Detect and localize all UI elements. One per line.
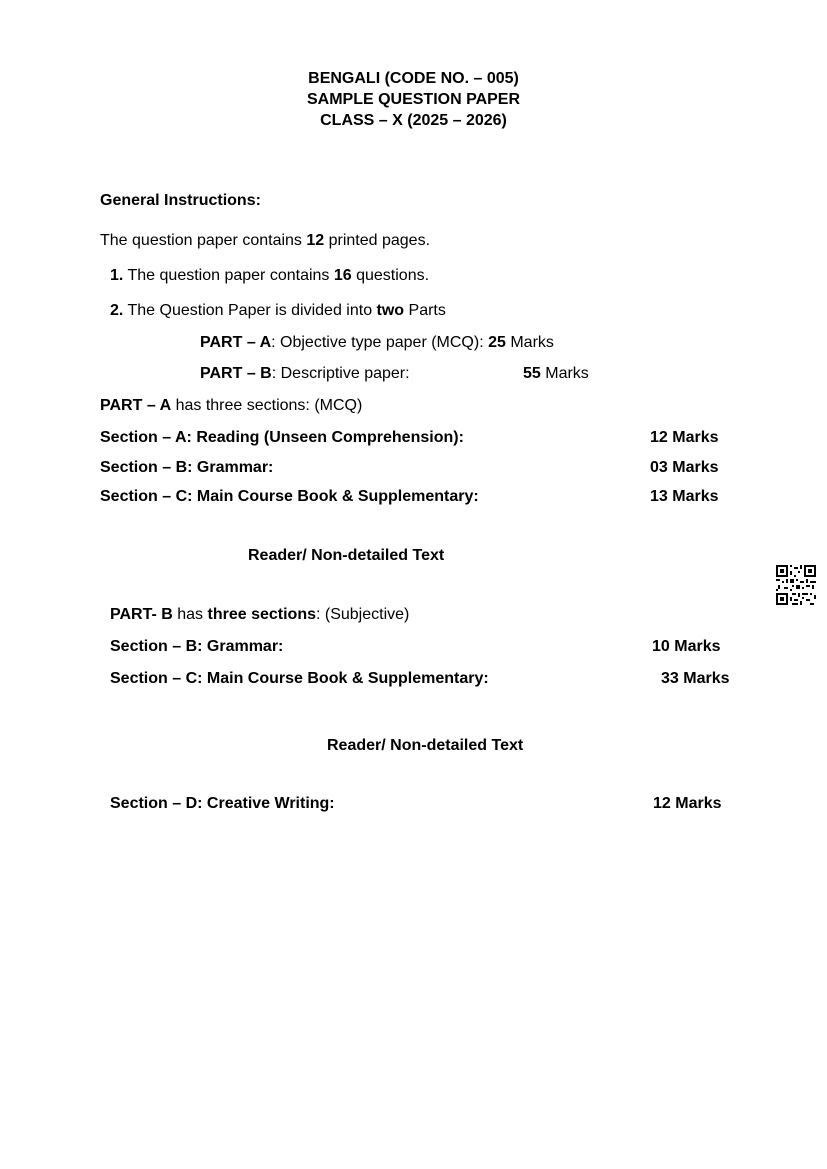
item-text-pre: The question paper contains (123, 267, 334, 284)
part-a-summary (200, 333, 554, 353)
part-b-desc: : Descriptive paper: (271, 365, 410, 382)
part-b-marks-num: 55 (523, 365, 541, 382)
part-a-intro-label: PART – A (100, 397, 172, 414)
part-a-marks-num: 25 (488, 334, 506, 351)
part-a-section-b-marks: 03 Marks (650, 459, 719, 476)
part-b-marks-word: Marks (540, 365, 589, 382)
part-a-section-b-label: Section – B: Grammar: (100, 459, 274, 476)
title-paper: SAMPLE QUESTION PAPER (306, 91, 521, 108)
pages-count: 12 (306, 232, 325, 249)
part-b-intro-label: PART- B (110, 606, 173, 623)
part-a-intro-text: has three sections: (MCQ) (171, 397, 363, 414)
item-text-post: questions. (351, 267, 430, 284)
part-a-label: PART – A (200, 334, 272, 351)
part-b-reader-text: Reader/ Non-detailed Text (327, 737, 524, 754)
item-number: 2. (110, 302, 124, 319)
part-b-intro-text: : (Subjective) (315, 606, 410, 623)
title-class: CLASS – X (2025 – 2026) (320, 112, 507, 129)
part-b-section-b-marks: 10 Marks (652, 638, 721, 655)
qr-code-icon (776, 565, 816, 605)
part-b-intro-mid: has (172, 606, 208, 623)
part-a-section-a-marks: 12 Marks (650, 429, 719, 446)
pages-post: printed pages. (324, 232, 431, 249)
part-b-section-d-marks: 12 Marks (653, 795, 722, 812)
instruction-item-1 (110, 266, 429, 286)
part-b-section-c-label: Section – C: Main Course Book & Supplementary: (110, 670, 489, 687)
part-a-intro (100, 396, 362, 416)
part-b-section-b-label: Section – B: Grammar: (110, 638, 284, 655)
part-b-section-d-label: Section – D: Creative Writing: (110, 795, 335, 812)
item-text-pre: The Question Paper is divided into (123, 302, 377, 319)
part-b-marks (523, 364, 589, 384)
part-b-summary (200, 364, 410, 384)
part-b-intro-bold: three sections (207, 606, 316, 623)
part-b-intro (110, 605, 409, 625)
part-a-section-c-label: Section – C: Main Course Book & Supplementary: (100, 488, 479, 505)
questions-count: 16 (333, 267, 352, 284)
instruction-item-2 (110, 301, 446, 321)
title-subject: BENGALI (CODE NO. – 005) (308, 70, 519, 87)
parts-count: two (376, 302, 405, 319)
part-b-section-c-marks: 33 Marks (661, 670, 730, 687)
part-a-marks-word: Marks (505, 334, 554, 351)
item-text-post: Parts (404, 302, 446, 319)
part-a-section-c-marks: 13 Marks (650, 488, 719, 505)
general-instructions-heading: General Instructions: (100, 192, 261, 209)
pages-pre: The question paper contains (100, 232, 307, 249)
item-number: 1. (110, 267, 124, 284)
part-b-label: PART – B (200, 365, 272, 382)
pages-line (100, 231, 430, 251)
part-a-reader-text: Reader/ Non-detailed Text (248, 547, 445, 564)
part-a-desc: : Objective type paper (MCQ): (271, 334, 489, 351)
part-a-section-a-label: Section – A: Reading (Unseen Comprehension): (100, 429, 464, 446)
